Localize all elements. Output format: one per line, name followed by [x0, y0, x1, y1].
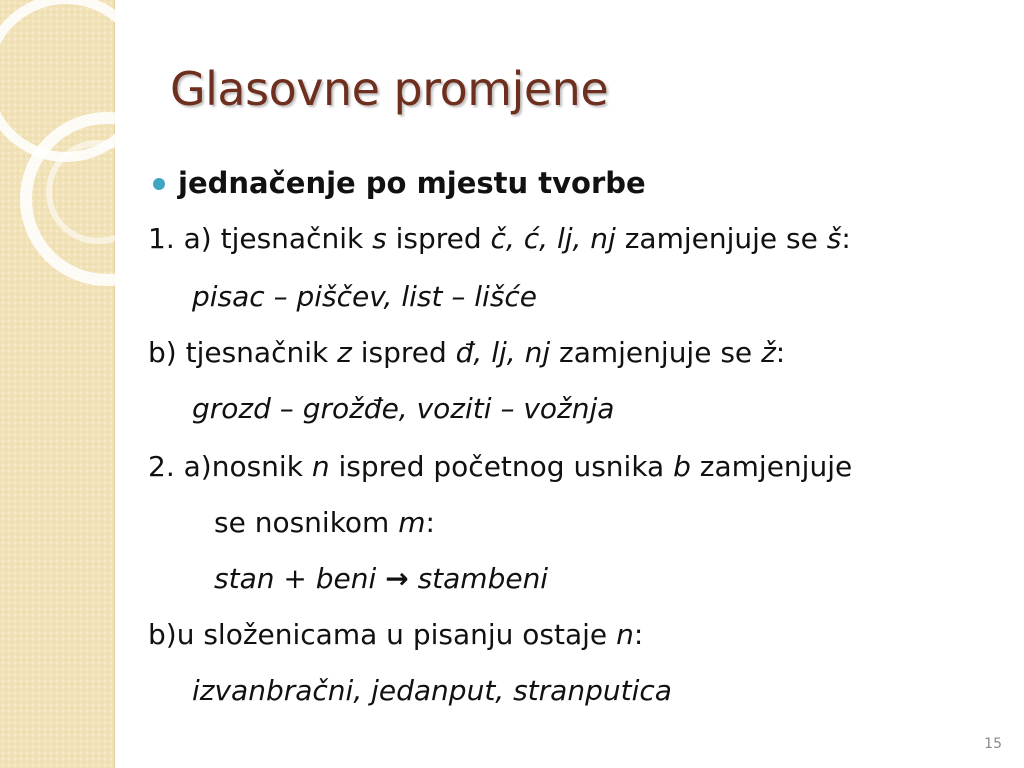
- italic-run: m: [398, 506, 426, 539]
- italic-run: stambeni: [417, 562, 549, 595]
- italic-run: š: [826, 222, 842, 255]
- text-run: 1. a) tjesnačnik: [148, 222, 373, 255]
- rule-1a: [148, 222, 851, 256]
- text-run: :: [775, 336, 786, 369]
- italic-run: b: [673, 450, 691, 483]
- slide-title: Glasovne promjene: [170, 62, 609, 116]
- italic-run: n: [616, 618, 634, 651]
- italic-run: s: [372, 222, 387, 255]
- italic-run: z: [337, 336, 352, 369]
- page-number: 15: [984, 736, 1002, 752]
- example-2b: izvanbračni, jedanput, stranputica: [192, 674, 672, 707]
- italic-run: n: [311, 450, 330, 483]
- example-1b: grozd – grožđe, voziti – vožnja: [192, 392, 615, 425]
- italic-run: ž: [761, 336, 776, 369]
- text-run: :: [633, 618, 644, 651]
- example-1a: pisac – piščev, list – lišće: [192, 280, 538, 313]
- italic-run: đ, lj, nj: [455, 336, 551, 369]
- rule-2a: [148, 450, 852, 484]
- text-run: :: [425, 506, 435, 539]
- text-run: se nosnikom: [214, 506, 399, 539]
- italic-run: beni: [315, 562, 377, 595]
- rule-2a-continued: [214, 506, 435, 540]
- text-run: ispred: [351, 336, 456, 369]
- rule-2b: [148, 618, 643, 652]
- text-run: zamjenjuje se: [550, 336, 762, 369]
- text-run: zamjenjuje se: [615, 222, 827, 255]
- text-run: ispred: [386, 222, 491, 255]
- bullet-heading: jednačenje po mjestu tvorbe: [178, 166, 646, 200]
- italic-run: č, ć, lj, nj: [490, 222, 616, 255]
- rule-1b: [148, 336, 785, 370]
- text-run: ispred početnog usnika: [329, 450, 674, 483]
- text-run: b) tjesnačnik: [148, 336, 338, 369]
- text-run: b)u složenicama u pisanju ostaje: [148, 618, 617, 651]
- bullet-dot-icon: [153, 178, 165, 190]
- text-run: zamjenjuje: [690, 450, 853, 483]
- text-run: :: [841, 222, 851, 255]
- example-2a: [214, 562, 548, 596]
- arrow-right-icon: →: [385, 562, 409, 595]
- italic-run: stan: [214, 562, 275, 595]
- plus-sign: +: [274, 562, 316, 595]
- text-run: 2. a)nosnik: [148, 450, 312, 483]
